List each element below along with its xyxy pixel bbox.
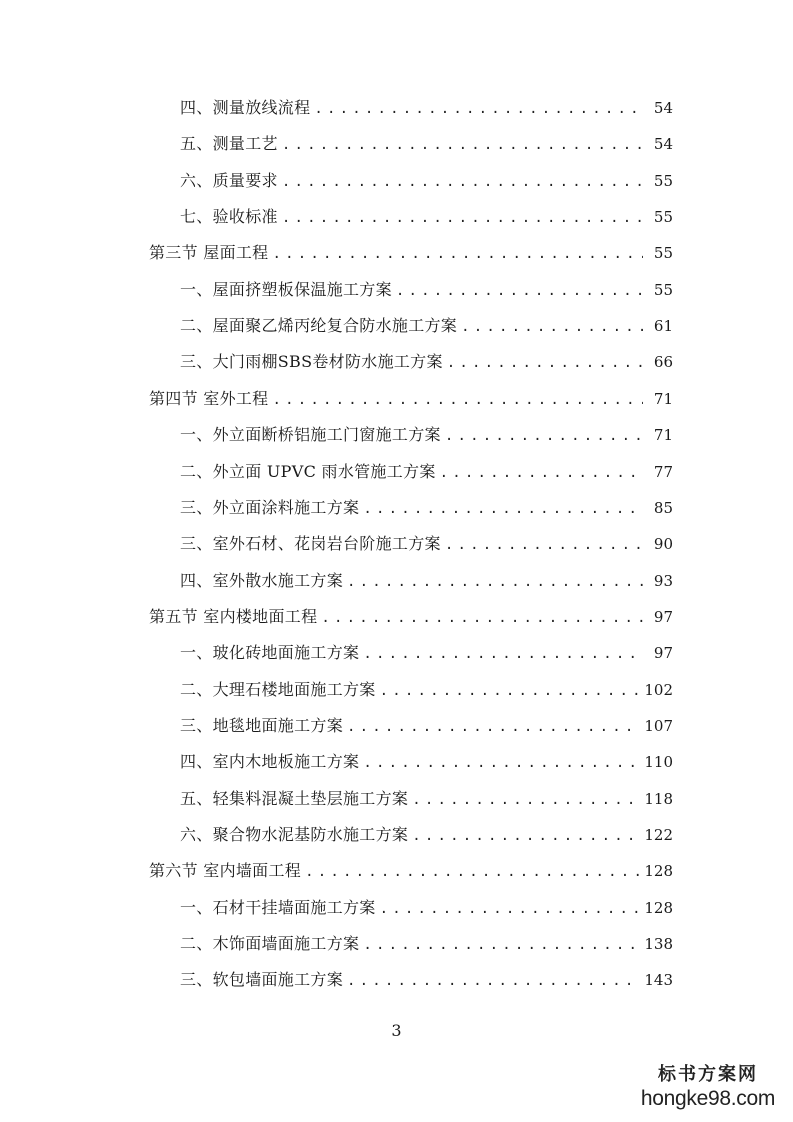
toc-entry[interactable] xyxy=(180,643,673,663)
toc-entry-page: 97 xyxy=(653,644,673,662)
toc-entry[interactable] xyxy=(180,352,673,372)
toc-dot-leader xyxy=(282,172,643,192)
toc-dot-leader xyxy=(461,317,643,337)
page-number: 3 xyxy=(391,1021,402,1040)
toc-dot-leader xyxy=(363,644,643,664)
toc-entry-page: 128 xyxy=(644,862,673,880)
toc-dot-leader xyxy=(380,681,641,701)
toc-entry-page: 128 xyxy=(644,899,673,917)
toc-entry-page: 55 xyxy=(653,208,673,226)
toc-dot-leader xyxy=(447,353,643,373)
toc-entry-page: 55 xyxy=(653,172,673,190)
toc-dot-leader xyxy=(412,826,640,846)
toc-section-entry[interactable] xyxy=(149,389,673,409)
toc-entry[interactable] xyxy=(180,934,673,954)
toc-entry[interactable] xyxy=(180,98,673,118)
toc-dot-leader xyxy=(380,899,641,919)
toc-dot-leader xyxy=(347,717,640,737)
toc-entry-title: 二、屋面聚乙烯丙纶复合防水施工方案 xyxy=(180,316,458,335)
toc-dot-leader xyxy=(412,790,640,810)
toc-entry[interactable] xyxy=(180,498,673,518)
toc-dot-leader xyxy=(321,608,643,628)
toc-entry-page: 107 xyxy=(644,717,673,735)
toc-entry[interactable] xyxy=(180,425,673,445)
toc-entry[interactable] xyxy=(180,970,673,990)
toc-section-entry[interactable] xyxy=(149,607,673,627)
toc-dot-leader xyxy=(347,572,643,592)
toc-entry-page: 93 xyxy=(653,572,673,590)
toc-entry-title: 一、屋面挤塑板保温施工方案 xyxy=(180,280,392,299)
toc-entry-title: 六、质量要求 xyxy=(180,171,278,190)
watermark-brand-url: hongke98.com xyxy=(640,1087,776,1110)
toc-entry-page: 54 xyxy=(653,99,673,117)
toc-entry-title: 四、室外散水施工方案 xyxy=(180,571,344,590)
toc-entry-page: 118 xyxy=(644,790,673,808)
toc-dot-leader xyxy=(273,244,644,264)
toc-entry-page: 138 xyxy=(644,935,673,953)
toc-entry-title: 四、室内木地板施工方案 xyxy=(180,752,360,771)
toc-entry[interactable] xyxy=(180,134,673,154)
toc-dot-leader xyxy=(273,390,644,410)
toc-dot-leader xyxy=(282,135,643,155)
toc-entry-title: 三、软包墙面施工方案 xyxy=(180,970,344,989)
toc-entry[interactable] xyxy=(180,752,673,772)
toc-dot-leader xyxy=(363,499,643,519)
toc-entry[interactable] xyxy=(180,462,673,482)
toc-entry-title: 二、木饰面墙面施工方案 xyxy=(180,934,360,953)
toc-entry[interactable] xyxy=(180,898,673,918)
toc-dot-leader xyxy=(314,99,643,119)
toc-dot-leader xyxy=(282,208,643,228)
toc-entry-title: 七、验收标准 xyxy=(180,207,278,226)
toc-entry[interactable] xyxy=(180,716,673,736)
toc-entry[interactable] xyxy=(180,207,673,227)
toc-section-entry[interactable] xyxy=(149,243,673,263)
toc-entry-title: 三、室外石材、花岗岩台阶施工方案 xyxy=(180,534,441,553)
toc-section-entry[interactable] xyxy=(149,861,673,881)
toc-entry-page: 55 xyxy=(653,244,673,262)
toc-entry[interactable] xyxy=(180,680,673,700)
toc-dot-leader xyxy=(445,535,643,555)
toc-dot-leader xyxy=(363,935,640,955)
toc-entry-page: 71 xyxy=(653,426,673,444)
toc-entry-page: 90 xyxy=(653,535,673,553)
toc-dot-leader xyxy=(305,862,640,882)
toc-dot-leader xyxy=(347,971,640,991)
watermark-logo xyxy=(633,1063,783,1111)
toc-entry[interactable] xyxy=(180,534,673,554)
toc-entry-page: 143 xyxy=(644,971,673,989)
toc-entry-page: 102 xyxy=(644,681,673,699)
toc-entry-title: 五、测量工艺 xyxy=(180,134,278,153)
toc-entry-title: 一、外立面断桥铝施工门窗施工方案 xyxy=(180,425,441,444)
toc-entry-title: 五、轻集料混凝土垫层施工方案 xyxy=(180,789,409,808)
toc-entry-title: 一、玻化砖地面施工方案 xyxy=(180,643,360,662)
toc-entry-title: 第三节 屋面工程 xyxy=(149,243,269,262)
toc-entry[interactable] xyxy=(180,280,673,300)
toc-entry-title: 二、大理石楼地面施工方案 xyxy=(180,680,376,699)
watermark-brand-cn: 标书方案网 xyxy=(658,1064,758,1085)
toc-entry-title: 六、聚合物水泥基防水施工方案 xyxy=(180,825,409,844)
toc-entry-title: 三、大门雨棚SBS卷材防水施工方案 xyxy=(180,352,443,371)
toc-entry[interactable] xyxy=(180,825,673,845)
toc-entry-title: 三、地毯地面施工方案 xyxy=(180,716,344,735)
toc-dot-leader xyxy=(440,463,643,483)
toc-entry[interactable] xyxy=(180,789,673,809)
toc-entry-title: 二、外立面 UPVC 雨水管施工方案 xyxy=(180,462,436,481)
toc-entry-page: 61 xyxy=(653,317,673,335)
toc-entry[interactable] xyxy=(180,316,673,336)
toc-entry-title: 四、测量放线流程 xyxy=(180,98,311,117)
toc-entry-page: 97 xyxy=(653,608,673,626)
toc-entry-title: 第六节 室内墙面工程 xyxy=(149,861,302,880)
toc-entry[interactable] xyxy=(180,571,673,591)
toc-entry-page: 55 xyxy=(653,281,673,299)
toc-entry-title: 第四节 室外工程 xyxy=(149,389,269,408)
toc-entry-page: 77 xyxy=(653,463,673,481)
toc-entry-page: 71 xyxy=(653,390,673,408)
toc-entry-page: 66 xyxy=(653,353,673,371)
toc-entry-title: 三、外立面涂料施工方案 xyxy=(180,498,360,517)
toc-dot-leader xyxy=(396,281,643,301)
toc-dot-leader xyxy=(445,426,643,446)
toc-entry-page: 122 xyxy=(644,826,673,844)
toc-entry-title: 一、石材干挂墙面施工方案 xyxy=(180,898,376,917)
toc-entry-page: 110 xyxy=(644,753,673,771)
toc-entry[interactable] xyxy=(180,171,673,191)
toc-dot-leader xyxy=(363,753,640,773)
toc-entry-page: 54 xyxy=(653,135,673,153)
toc-entry-page: 85 xyxy=(653,499,673,517)
toc-entry-title: 第五节 室内楼地面工程 xyxy=(149,607,318,626)
